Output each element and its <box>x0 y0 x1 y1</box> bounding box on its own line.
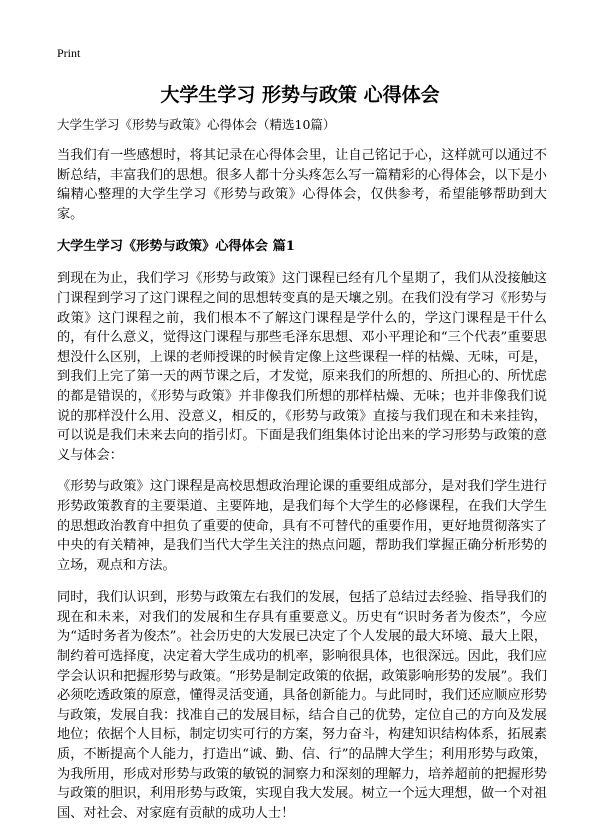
section-heading: 大学生学习《形势与政策》心得体会 篇1 <box>57 239 295 255</box>
body-paragraph: 《形势与政策》这门课程是高校思想政治理论课的重要组成部分，是对我们学生进行形势政策教育的主要渠道、主要阵地，是我们每个大学生的必修课程，在我们大学生的思想政治教育中担负了重要的使命，具有不可替代的重要作用，更好地贯彻落实了中央的有关精神，是我们当代大学生关注的热点问题，帮助我们掌握正确分析形势的立场，观点和方法。 <box>57 479 547 573</box>
article-body <box>57 116 547 836</box>
body-paragraph: 到现在为止，我们学习《形势与政策》这门课程已经有几个星期了，我们从没接触这门课程到学习了这门课程之间的思想转变真的是天壤之别。在我们没有学习《形势与政策》这门课程之前，我们根本不了解这门课程是学什么的，学这门课程是干什么的，有什么意义，觉得这门课程与那些毛泽东思想、邓小平理论和“三个代表”重要思想没什么区别，上课的老师授课的时候肯定像上这些课程一样的枯燥、无味，可是，到我们上完了第一天的两节课之后，才发觉，原来我们的所想的、所担心的、所忧虑的都是错误的，《形势与政策》并非像我们所想的那样枯燥、无味；也并非像我们说说的那样没什么用、没意义，相反的，《形势与政策》直接与我们现在和未来挂钩，可以说是我们未来去向的指引灯。下面是我们组集体讨论出来的学习形势与政策的意义与体会： <box>57 271 547 463</box>
intro-paragraph: 当我们有一些感想时，将其记录在心得体会里，让自己铭记于心，这样就可以通过不断总结，丰富我们的思想。很多人都十分头疼怎么写一篇精彩的心得体会，以下是小编精心整理的大学生学习《形势与政策》心得体会，仅供参考，希望能够帮助到大家。 <box>57 148 547 222</box>
article-subtitle: 大学生学习《形势与政策》心得体会（精选10篇） <box>57 117 336 132</box>
print-link[interactable]: Print <box>57 46 81 60</box>
page-title: 大学生学习 形势与政策 心得体会 <box>160 84 440 106</box>
body-paragraph: 同时，我们认识到，形势与政策左右我们的发展，包括了总结过去经验、指导我们的现在和未来，对我们的发展和生存具有重要意义。历史有“识时务者为俊杰”，今应为“适时务者为俊杰”。社会历史的大发展已决定了个人发展的最大环境、最大上限，制约着可选择度，决定着大学生成功的机率，影响很具体，也很深远。因此，我们应学会认识和把握形势与政策。“形势是制定政策的依据，政策影响形势的发展”。我们必须吃透政策的原意，懂得灵活变通，具备创新能力。与此同时，我们还应顺应形势与政策，发展自我：找准自己的发展目标，结合自己的优势，定位自己的方向及发展地位；依据个人目标，制定切实可行的方案，努力奋斗，构建知识结构体系，拓展素质，不断提高个人能力，打造出“诚、勤、信、行”的品牌大学生；利用形势与政策，为我所用，形成对形势与政策的敏锐的洞察力和深刻的理解力，培养超前的把握形势与政策的胆识，利用形势与政策，实现自我大发展。树立一个远大理想，做一个对祖国、对社会、对家庭有贡献的成功人士！ <box>57 590 547 821</box>
